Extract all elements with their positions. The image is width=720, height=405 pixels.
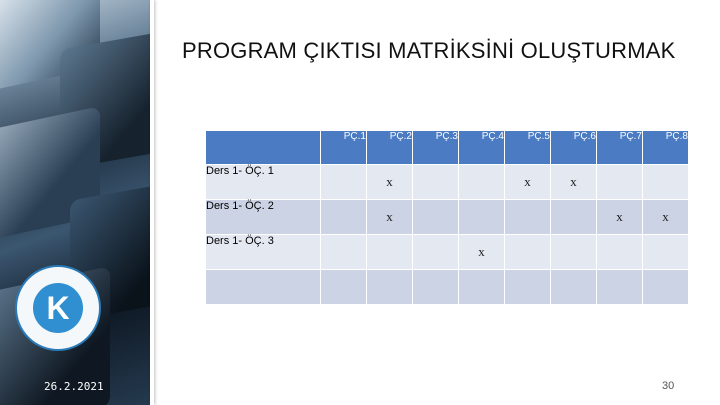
- matrix-cell: [459, 200, 505, 235]
- row-label: Ders 1- ÖÇ. 3: [206, 235, 321, 270]
- slide-title: PROGRAM ÇIKTISI MATRİKSİNİ OLUŞTURMAK: [182, 38, 676, 63]
- matrix-cell: x: [367, 200, 413, 235]
- table-row: [206, 270, 689, 305]
- matrix-cell: [505, 200, 551, 235]
- matrix-cell: x: [551, 165, 597, 200]
- column-header: PÇ.3: [413, 131, 459, 165]
- matrix-cell: [321, 165, 367, 200]
- matrix-cell: [505, 235, 551, 270]
- matrix-cell: [597, 235, 643, 270]
- matrix-cell: x: [643, 200, 689, 235]
- matrix-cell: [367, 235, 413, 270]
- matrix-cell: x: [367, 165, 413, 200]
- row-label: Ders 1- ÖÇ. 2: [206, 200, 321, 235]
- matrix-cell: [551, 270, 597, 305]
- university-logo: [15, 265, 101, 351]
- matrix-cell: [413, 270, 459, 305]
- matrix-cell: [413, 200, 459, 235]
- matrix-cell: [643, 235, 689, 270]
- row-label: [206, 270, 321, 305]
- matrix-cell: [413, 165, 459, 200]
- matrix-cell: [643, 270, 689, 305]
- column-header: PÇ.5: [505, 131, 551, 165]
- matrix-cell: [413, 235, 459, 270]
- table-corner-cell: [206, 131, 321, 165]
- row-label: Ders 1- ÖÇ. 1: [206, 165, 321, 200]
- matrix-cell: [551, 235, 597, 270]
- matrix-cell: [321, 235, 367, 270]
- matrix-cell: [321, 200, 367, 235]
- matrix-cell: x: [597, 200, 643, 235]
- matrix-cell: [321, 270, 367, 305]
- matrix-cell: [505, 270, 551, 305]
- table-header-row: [206, 131, 689, 165]
- logo-emblem: K: [33, 283, 83, 333]
- column-header: PÇ.4: [459, 131, 505, 165]
- matrix-cell: [597, 270, 643, 305]
- matrix-cell: [643, 165, 689, 200]
- column-header: PÇ.6: [551, 131, 597, 165]
- outcome-matrix-table: [205, 130, 689, 305]
- slide-divider: [150, 0, 154, 405]
- column-header: PÇ.7: [597, 131, 643, 165]
- matrix-cell: [459, 270, 505, 305]
- table-row: [206, 200, 689, 235]
- matrix-cell: [459, 165, 505, 200]
- column-header: PÇ.2: [367, 131, 413, 165]
- matrix-cell: x: [505, 165, 551, 200]
- page-number: 30: [662, 380, 675, 392]
- column-header: PÇ.1: [321, 131, 367, 165]
- matrix-cell: [597, 165, 643, 200]
- matrix-cell: [551, 200, 597, 235]
- table-row: [206, 165, 689, 200]
- slide-date: 26.2.2021: [44, 380, 104, 393]
- matrix-cell: [367, 270, 413, 305]
- matrix-cell: x: [459, 235, 505, 270]
- column-header: PÇ.8: [643, 131, 689, 165]
- table-row: [206, 235, 689, 270]
